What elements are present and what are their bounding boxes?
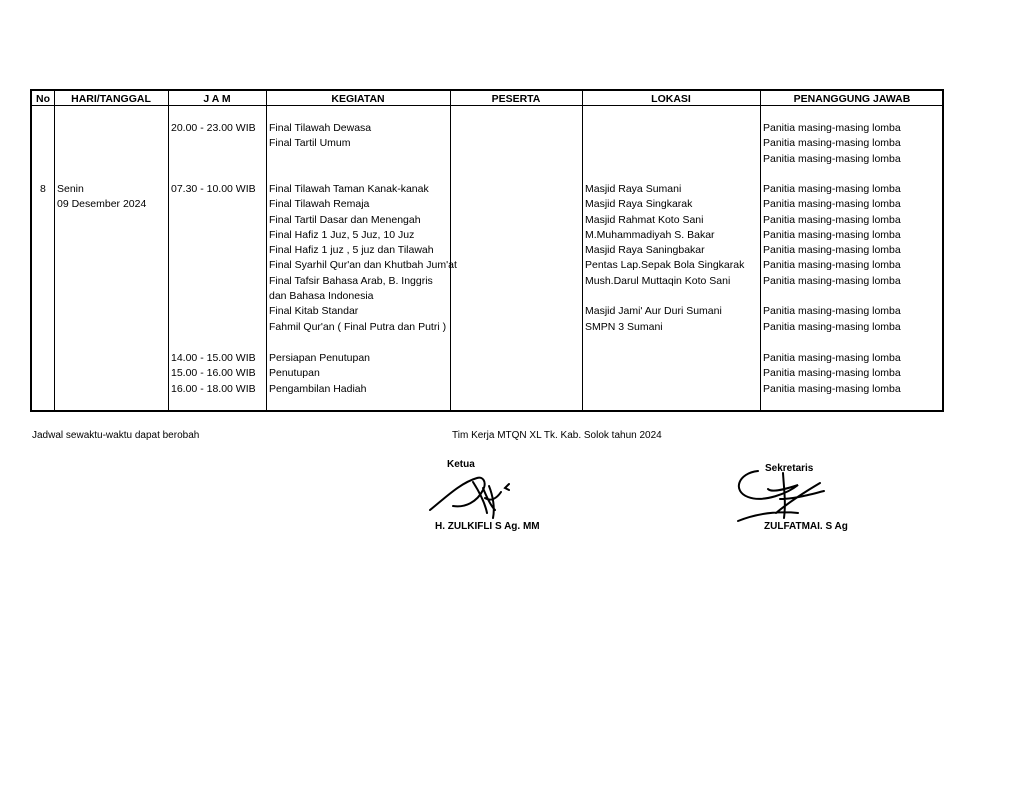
time-item: 16.00 - 18.00 WIB: [171, 382, 256, 395]
responsible-item: Panitia masing-masing lomba: [763, 137, 901, 150]
responsible-item: Panitia masing-masing lomba: [763, 274, 901, 287]
activity-list: [269, 121, 371, 152]
day-label: Senin: [57, 183, 84, 195]
responsible-list: [763, 182, 901, 335]
activity-item: dan Bahasa Indonesia: [269, 290, 374, 303]
responsible-item: Panitia masing-masing lomba: [763, 367, 901, 380]
activity-item: Final Kitab Standar: [269, 305, 359, 318]
location-item: Mush.Darul Muttaqin Koto Sani: [585, 274, 731, 287]
footer-note: Jadwal sewaktu-waktu dapat berobah: [32, 430, 200, 441]
col-header-activity: KEGIATAN: [331, 93, 385, 105]
location-item: Pentas Lap.Sepak Bola Singkarak: [585, 259, 745, 272]
activity-item: Fahmil Qur'an ( Final Putra dan Putri ): [269, 320, 447, 333]
time-item: 14.00 - 15.00 WIB: [171, 352, 256, 364]
activity-item: Final Tilawah Taman Kanak-kanak: [269, 183, 429, 195]
activity-item: Final Tilawah Dewasa: [269, 122, 372, 134]
location-list: [585, 182, 744, 335]
schedule-table: [30, 89, 944, 412]
responsible-list: [763, 121, 901, 167]
responsible-item: Panitia masing-masing lomba: [763, 122, 901, 134]
responsible-item: Panitia masing-masing lomba: [763, 320, 901, 333]
location-item: SMPN 3 Sumani: [585, 320, 663, 333]
col-header-responsible: PENANGGUNG JAWAB: [793, 93, 911, 105]
time-cell: 20.00 - 23.00 WIB: [171, 122, 256, 134]
sekretaris-title: Sekretaris: [765, 463, 814, 474]
activity-list: [269, 351, 370, 397]
location-item: Masjid Jami' Aur Duri Sumani: [585, 305, 722, 318]
responsible-item: Panitia masing-masing lomba: [763, 352, 901, 364]
col-divider: [582, 91, 583, 410]
col-divider: [54, 91, 55, 410]
activity-list: [269, 182, 457, 335]
responsible-item: Panitia masing-masing lomba: [763, 213, 901, 226]
activity-item: Final Tilawah Remaja: [269, 198, 370, 211]
row-number: 8: [40, 183, 46, 195]
ketua-title: Ketua: [447, 459, 475, 470]
activity-item: Penutupan: [269, 367, 320, 380]
responsible-item: Panitia masing-masing lomba: [763, 382, 901, 395]
activity-item: Persiapan Penutupan: [269, 352, 370, 364]
col-header-day-date: HARI/TANGGAL: [71, 93, 151, 105]
col-divider: [266, 91, 267, 410]
responsible-item: Panitia masing-masing lomba: [763, 152, 901, 165]
location-item: [585, 289, 744, 304]
time-item: 15.00 - 16.00 WIB: [171, 367, 256, 380]
col-header-participants: PESERTA: [491, 93, 541, 105]
activity-item: Final Tartil Dasar dan Menengah: [269, 213, 421, 226]
sekretaris-name: ZULFATMAI. S Ag: [764, 521, 848, 532]
col-divider: [760, 91, 761, 410]
col-divider: [168, 91, 169, 410]
activity-item: Final Hafiz 1 juz , 5 juz dan Tilawah: [269, 244, 434, 257]
footer-team: Tim Kerja MTQN XL Tk. Kab. Solok tahun 2024: [452, 430, 662, 441]
activity-item: Final Tartil Umum: [269, 137, 351, 150]
activity-item: Final Tafsir Bahasa Arab, B. Inggris: [269, 274, 433, 287]
responsible-item: Panitia masing-masing lomba: [763, 198, 901, 211]
ketua-name: H. ZULKIFLI S Ag. MM: [435, 521, 540, 532]
responsible-item: Panitia masing-masing lomba: [763, 305, 901, 318]
activity-item: Final Hafiz 1 Juz, 5 Juz, 10 Juz: [269, 228, 415, 241]
col-header-location: LOKASI: [651, 93, 691, 105]
responsible-item: Panitia masing-masing lomba: [763, 228, 901, 241]
location-item: Masjid Raya Saningbakar: [585, 244, 705, 257]
day-date-cell: [57, 182, 146, 213]
time-cell: 07.30 - 10.00 WIB: [171, 183, 256, 195]
activity-item: Pengambilan Hadiah: [269, 382, 367, 395]
responsible-list: [763, 351, 901, 397]
location-item: Masjid Rahmat Koto Sani: [585, 213, 704, 226]
date-label: 09 Desember 2024: [57, 198, 147, 211]
time-list: [171, 351, 256, 397]
col-header-time: J A M: [203, 93, 231, 105]
location-item: Masjid Raya Singkarak: [585, 198, 693, 211]
responsible-item: Panitia masing-masing lomba: [763, 259, 901, 272]
activity-item: Final Syarhil Qur'an dan Khutbah Jum'at: [269, 259, 457, 272]
responsible-item: Panitia masing-masing lomba: [763, 183, 901, 195]
col-header-no: No: [36, 93, 50, 105]
responsible-item: Panitia masing-masing lomba: [763, 244, 901, 257]
location-item: M.Muhammadiyah S. Bakar: [585, 228, 715, 241]
responsible-item: [763, 289, 901, 304]
location-item: Masjid Raya Sumani: [585, 183, 682, 195]
